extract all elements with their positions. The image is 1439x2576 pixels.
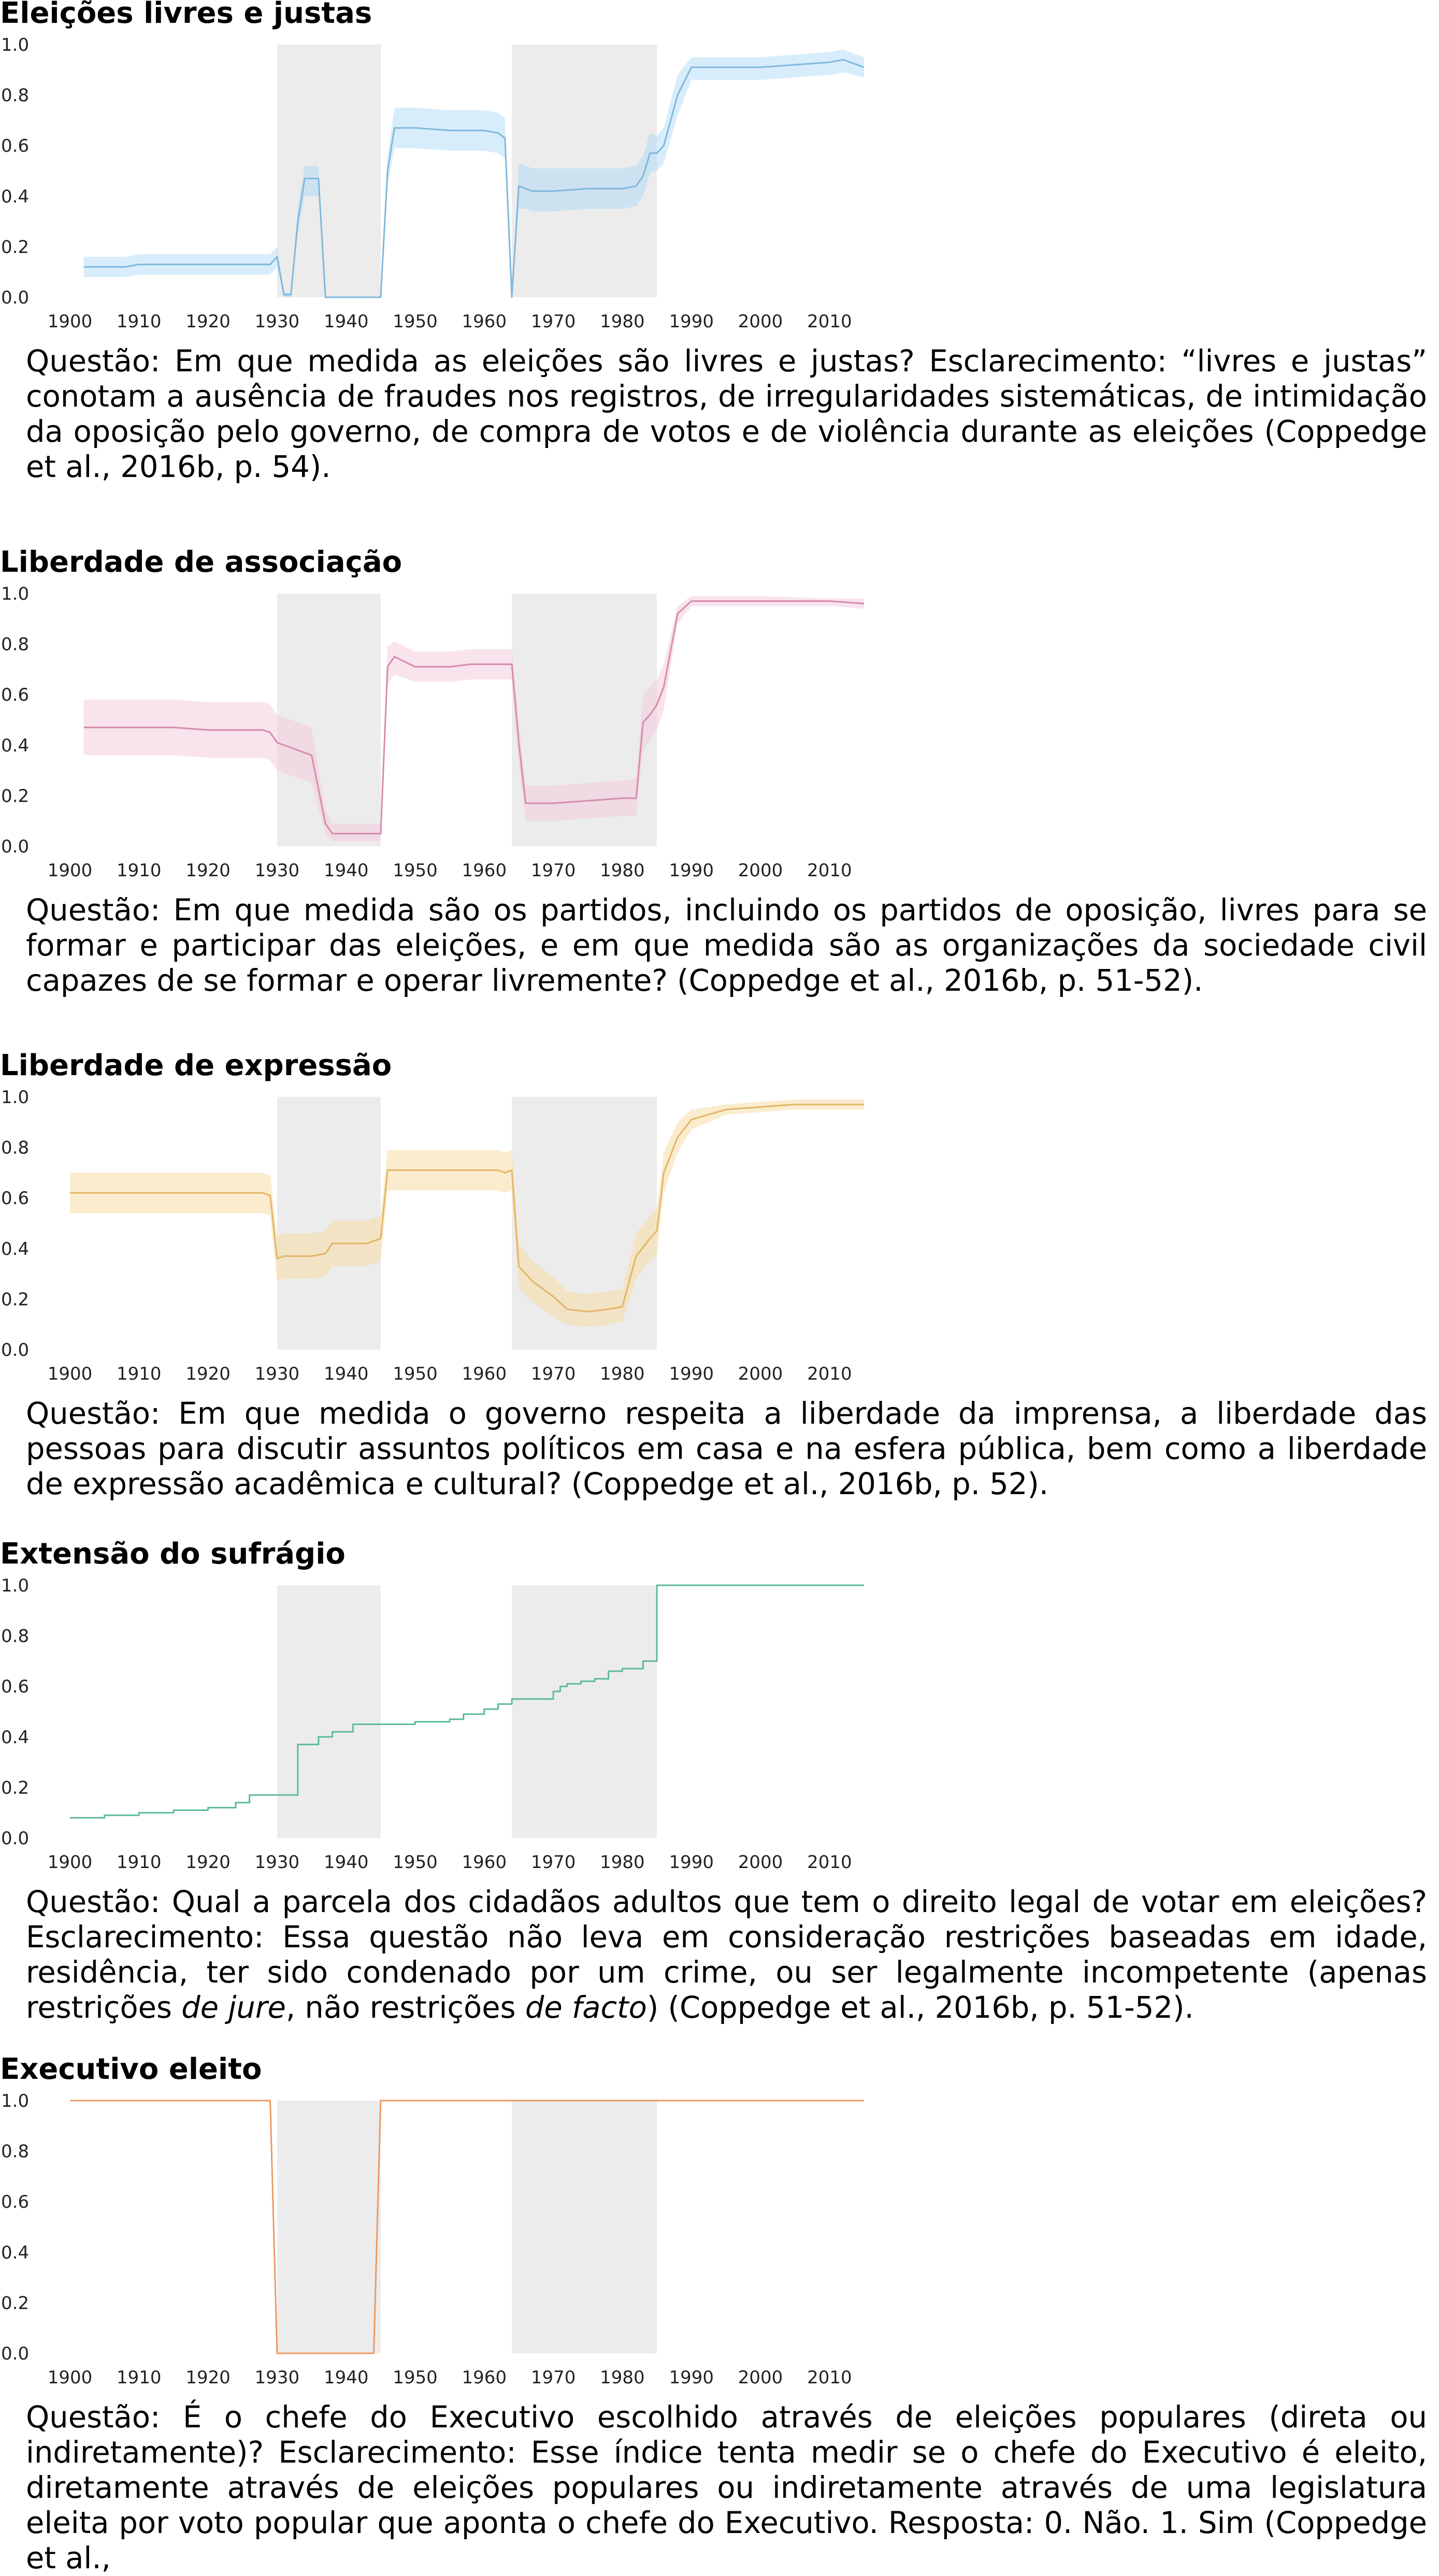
x-tick-label: 1940 xyxy=(323,1364,369,1384)
chart-title: Liberdade de expressão xyxy=(0,1049,392,1082)
x-tick-label: 1920 xyxy=(185,2367,231,2388)
shaded-period-0 xyxy=(277,594,381,846)
y-tick-label: 0.2 xyxy=(1,2293,30,2314)
y-tick-label: 0.0 xyxy=(1,1828,30,1849)
x-tick-label: 2000 xyxy=(738,2367,783,2388)
y-tick-label: 1.0 xyxy=(1,2091,30,2111)
x-tick-label: 1920 xyxy=(185,311,231,332)
y-tick-label: 0.0 xyxy=(1,2343,30,2364)
x-tick-label: 2000 xyxy=(738,860,783,881)
y-tick-label: 1.0 xyxy=(1,35,30,55)
x-tick-label: 1940 xyxy=(323,311,369,332)
x-tick-label: 1970 xyxy=(530,2367,576,2388)
x-tick-label: 1930 xyxy=(254,1364,300,1384)
x-tick-label: 1980 xyxy=(600,1364,645,1384)
chart-title: Eleições livres e justas xyxy=(0,0,372,30)
x-tick-label: 1910 xyxy=(117,311,162,332)
shaded-period-0 xyxy=(277,45,381,297)
series-line-0 xyxy=(70,2101,864,2353)
x-tick-label: 1940 xyxy=(323,2367,369,2388)
x-tick-label: 1940 xyxy=(323,860,369,881)
x-tick-label: 1920 xyxy=(185,1852,231,1873)
chart-section-sufragio xyxy=(0,1537,1439,2028)
shaded-period-0 xyxy=(277,2101,381,2353)
chart-title: Liberdade de associação xyxy=(0,545,402,579)
x-tick-label: 1940 xyxy=(323,1852,369,1873)
chart-title: Executivo eleito xyxy=(0,2052,262,2086)
x-tick-label: 1990 xyxy=(669,860,714,881)
x-tick-label: 2010 xyxy=(807,1852,852,1873)
x-tick-label: 1970 xyxy=(530,860,576,881)
y-tick-label: 0.6 xyxy=(1,2192,30,2213)
x-tick-label: 1930 xyxy=(254,2367,300,2388)
x-tick-label: 1930 xyxy=(254,860,300,881)
y-tick-label: 0.8 xyxy=(1,85,30,106)
series-confidence-band xyxy=(84,50,864,297)
term-de-jure: de jure xyxy=(181,1990,286,2025)
series-confidence-band xyxy=(70,1099,864,1327)
x-tick-label: 1910 xyxy=(117,1852,162,1873)
y-tick-label: 0.8 xyxy=(1,634,30,655)
x-tick-label: 2010 xyxy=(807,2367,852,2388)
x-tick-label: 1960 xyxy=(462,1364,507,1384)
y-tick-label: 0.6 xyxy=(1,1676,30,1698)
x-tick-label: 1900 xyxy=(47,1364,93,1384)
y-tick-label: 0.2 xyxy=(1,237,30,258)
chart-section-associacao xyxy=(0,545,1439,1025)
shaded-period-1 xyxy=(512,1585,657,1838)
question-part-2: , não restrições xyxy=(285,1990,525,2025)
question-text: Questão: Em que medida o governo respeita a liberdade da imprensa, a liberdade das pessoas para discutir assuntos políticos em casa e na esfera pública, bem como a liberdade de expressão acadêmica e cultural? (Coppedge et al., 2016b, p. 52). xyxy=(26,1396,1427,1501)
x-tick-label: 1950 xyxy=(393,2367,438,2388)
series-line-0 xyxy=(70,1585,864,1818)
x-tick-label: 1980 xyxy=(600,311,645,332)
chart-title: Extensão do sufrágio xyxy=(0,1537,346,1571)
x-tick-label: 2000 xyxy=(738,1852,783,1873)
x-tick-label: 1980 xyxy=(600,860,645,881)
chart-section-eleicoes xyxy=(0,0,1439,497)
x-tick-label: 1970 xyxy=(530,1364,576,1384)
x-tick-label: 1900 xyxy=(47,1852,93,1873)
y-tick-label: 0.2 xyxy=(1,786,30,807)
y-tick-label: 0.6 xyxy=(1,685,30,706)
question-part-3: ) (Coppedge et al., 2016b, p. 51-52). xyxy=(646,1990,1194,2025)
x-tick-label: 1990 xyxy=(669,1852,714,1873)
x-tick-label: 1980 xyxy=(600,1852,645,1873)
x-tick-label: 2010 xyxy=(807,311,852,332)
y-tick-label: 0.4 xyxy=(1,2242,30,2263)
x-tick-label: 1920 xyxy=(185,1364,231,1384)
x-tick-label: 1910 xyxy=(117,860,162,881)
x-tick-label: 1920 xyxy=(185,860,231,881)
x-tick-label: 1900 xyxy=(47,311,93,332)
y-tick-label: 0.2 xyxy=(1,1777,30,1799)
y-tick-label: 0.0 xyxy=(1,287,30,308)
shaded-period-1 xyxy=(512,2101,657,2353)
x-tick-label: 1910 xyxy=(117,1364,162,1384)
y-tick-label: 1.0 xyxy=(1,1087,30,1108)
y-tick-label: 0.0 xyxy=(1,836,30,857)
series-confidence-band xyxy=(84,596,864,841)
x-tick-label: 1970 xyxy=(530,311,576,332)
x-tick-label: 1950 xyxy=(393,860,438,881)
x-tick-label: 1950 xyxy=(393,311,438,332)
term-de-facto: de facto xyxy=(525,1990,647,2025)
chart-section-executivo xyxy=(0,2052,1439,2575)
chart-eleicoes-livres-justas xyxy=(0,31,881,342)
shaded-period-0 xyxy=(277,1585,381,1838)
y-tick-label: 0.6 xyxy=(1,1188,30,1209)
question-text: Questão: Em que medida são os partidos, incluindo os partidos de oposição, livres para se formar e participar das eleições, e em que medida são as organizações da sociedade civil capazes de se formar e operar livremente? (Coppedge et al., 2016b, p. 51-52). xyxy=(26,893,1427,998)
y-tick-label: 0.4 xyxy=(1,735,30,756)
x-tick-label: 1950 xyxy=(393,1364,438,1384)
x-tick-label: 2010 xyxy=(807,860,852,881)
x-tick-label: 1960 xyxy=(462,2367,507,2388)
chart-extensao-sufragio xyxy=(0,1572,881,1883)
x-tick-label: 1930 xyxy=(254,311,300,332)
x-tick-label: 1950 xyxy=(393,1852,438,1873)
chart-section-expressao xyxy=(0,1049,1439,1529)
x-tick-label: 1960 xyxy=(462,860,507,881)
x-tick-label: 1900 xyxy=(47,2367,93,2388)
x-tick-label: 2000 xyxy=(738,1364,783,1384)
x-tick-label: 1980 xyxy=(600,2367,645,2388)
question-part-1: Questão: Qual a parcela dos cidadãos adultos que tem o direito legal de votar em eleições? Esclarecimento: Essa questão não leva em consideração restrições baseadas em idade, residência, ter sido condenado por um crime, ou ser legalmente incompetente (apenas restrições xyxy=(26,1885,1427,2025)
y-tick-label: 0.4 xyxy=(1,1238,30,1260)
x-tick-label: 2000 xyxy=(738,311,783,332)
y-tick-label: 0.4 xyxy=(1,1727,30,1748)
y-tick-label: 0.6 xyxy=(1,136,30,157)
x-tick-label: 2010 xyxy=(807,1364,852,1384)
question-text: Questão: Em que medida as eleições são livres e justas? Esclarecimento: “livres e justas” conotam a ausência de fraudes nos registros, de irregularidades sistemáticas, de intimidação da oposição pelo governo, de compra de votos e de violência durante as eleições (Coppedge et al., 2016b, p. 54). xyxy=(26,344,1427,484)
x-tick-label: 1970 xyxy=(530,1852,576,1873)
y-tick-label: 0.8 xyxy=(1,1137,30,1159)
x-tick-label: 1910 xyxy=(117,2367,162,2388)
question-text xyxy=(26,1885,1427,2025)
question-text: Questão: É o chefe do Executivo escolhido através de eleições populares (direta ou indiretamente)? Esclarecimento: Esse índice tenta medir se o chefe do Executivo é eleito, diretamente através de eleições populares ou indiretamente através de uma legislatura eleita por voto popular que aponta o chefe do Executivo. Resposta: 0. Não. 1. Sim (Coppedge et al., xyxy=(26,2400,1427,2575)
x-tick-label: 1960 xyxy=(462,1852,507,1873)
y-tick-label: 0.2 xyxy=(1,1289,30,1310)
chart-executivo-eleito xyxy=(0,2087,881,2398)
x-tick-label: 1960 xyxy=(462,311,507,332)
x-tick-label: 1990 xyxy=(669,2367,714,2388)
y-tick-label: 1.0 xyxy=(1,1575,30,1596)
y-tick-label: 0.4 xyxy=(1,186,30,207)
y-tick-label: 0.8 xyxy=(1,1626,30,1647)
x-tick-label: 1900 xyxy=(47,860,93,881)
chart-liberdade-expressao xyxy=(0,1083,881,1394)
y-tick-label: 1.0 xyxy=(1,584,30,604)
x-tick-label: 1930 xyxy=(254,1852,300,1873)
y-tick-label: 0.8 xyxy=(1,2141,30,2162)
x-tick-label: 1990 xyxy=(669,311,714,332)
chart-liberdade-associacao xyxy=(0,580,881,891)
y-tick-label: 0.0 xyxy=(1,1340,30,1361)
x-tick-label: 1990 xyxy=(669,1364,714,1384)
